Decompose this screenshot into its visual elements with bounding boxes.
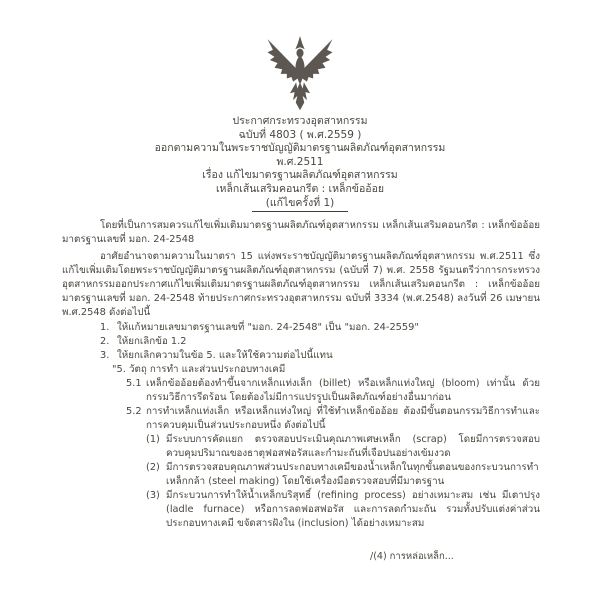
list-item (62, 335, 540, 349)
preamble-paragraph: โดยที่เป็นการสมควรแก้ไขเพิ่มเติมมาตรฐานผลิตภัณฑ์อุตสาหกรรม เหล็กเส้นเสริมคอนกรีต : เหล็กข้ออ้อย มาตรฐานเลขที่ มอก. 24-2548 (62, 220, 540, 245)
list-item-number: 3. (100, 350, 110, 361)
process-item-number: (3) (146, 490, 160, 501)
header-divider-rule (252, 211, 348, 212)
authority-paragraph: อาศัยอำนาจตามความในมาตรา 15 แห่งพระราชบัญญัติมาตรฐานผลิตภัณฑ์อุตสาหกรรม พ.ศ.2511 ซึ่งแก้ไขเพิ่มเติมโดยพระราชบัญญัติมาตรฐานผลิตภัณฑ์อุตสาหกรรม (ฉบับที่ 7) พ.ศ. 2558 รัฐมนตรีว่าการกระทรวงอุตสาหกรรมออกประกาศแก้ไขเพิ่มเติมมาตรฐานผลิตภัณฑ์อุตสาหกรรม เหล็กเส้นเสริมคอนกรีต : เหล็กข้ออ้อย มาตรฐานเลขที่ มอก. 24-2548 ท้ายประกาศกระทรวงอุตสาหกรรม ฉบับที่ 3334 (พ.ศ.2548) ลงวันที่ 26 เมษายน พ.ศ.2548 ดังต่อไปนี้ (62, 251, 540, 318)
process-item-text: มีระบบการคัดแยก ตรวจสอบประเมินคุณภาพเศษเหล็ก (scrap) โดยมีการตรวจสอบควบคุมปริมาณของธาตุฟอสฟอรัสและกำมะถันที่เจือปนอย่างเข้มงวด (166, 434, 540, 459)
header-ministry-title: ประกาศกระทรวงอุตสาหกรรม (232, 115, 368, 127)
process-item (62, 489, 540, 531)
process-item-number: (1) (146, 434, 160, 445)
document-body (62, 219, 540, 531)
process-item (62, 433, 540, 461)
sub-item-text: เหล็กข้ออ้อยต้องทำขึ้นจากเหล็กแท่งเล็ก (billet) หรือเหล็กแท่งใหญ่ (bloom) เท่านั้น ด้วยกรรมวิธีการรีดร้อน โดยต้องไม่มีการแปรรูปเป็นผลิตภัณฑ์อย่างอื่นมาก่อน (146, 378, 540, 403)
list-item (62, 321, 540, 335)
page-continuation-note: /(4) การหล่อเหล็ก... (370, 551, 454, 562)
list-item-text: ให้ยกเลิกข้อ 1.2 (117, 336, 187, 347)
amendment-list (62, 321, 540, 531)
list-item (62, 349, 540, 363)
clause5-title: "5. วัตถุ การทำ และส่วนประกอบทางเคมี (112, 364, 286, 375)
header-standard-name: เหล็กเส้นเสริมคอนกรีต : เหล็กข้ออ้อย (215, 182, 385, 195)
process-item-text: มีการตรวจสอบคุณภาพส่วนประกอบทางเคมีของน้ำเหล็กในทุกขั้นตอนของกระบวนการทำเหล็กกล้า (steel making) โดยใช้เครื่องมือตรวจสอบที่มีมาตรฐาน (166, 462, 539, 487)
sub-item-number: 5.1 (126, 378, 142, 389)
clause5-sub-item (62, 377, 540, 405)
list-item-number: 2. (100, 336, 110, 347)
process-item-number: (2) (146, 462, 160, 473)
header-act-reference: ออกตามความในพระราชบัญญัติมาตรฐานผลิตภัณฑ์อุตสาหกรรม (154, 142, 446, 155)
list-item-text: ให้ยกเลิกความในข้อ 5. และให้ใช้ความต่อไปนี้แทน (117, 350, 333, 361)
sub-item-number: 5.2 (126, 406, 142, 417)
clause5-sub-item (62, 405, 540, 433)
process-item (62, 461, 540, 489)
sub-item-text: การทำเหล็กแท่งเล็ก หรือเหล็กแท่งใหญ่ ที่ใช้ทำเหล็กข้ออ้อย ต้องมีขั้นตอนกรรมวิธีการทำและการควบคุมเป็นส่วนประกอบหนึ่ง ดังต่อไปนี้ (146, 406, 540, 431)
document-header (0, 115, 600, 210)
header-act-year: พ.ศ.2511 (276, 155, 324, 168)
header-amendment-no: (แก้ไขครั้งที่ 1) (265, 196, 335, 209)
header-subject: เรื่อง แก้ไขมาตรฐานผลิตภัณฑ์อุตสาหกรรม (202, 169, 398, 182)
garuda-emblem-icon (261, 36, 339, 122)
header-issue-number: ฉบับที่ 4803 ( พ.ศ.2559 ) (238, 128, 362, 141)
list-item-number: 1. (100, 322, 110, 333)
process-item-text: มีกระบวนการทำให้น้ำเหล็กบริสุทธิ์ (refining process) อย่างเหมาะสม เช่น มีเตาปรุง (ladle furnace) หรือการลดฟอสฟอรัส และการลดกำมะถัน รวมทั้งปรับแต่งค่าส่วนประกอบทางเคมี ขจัดสารฝังใน (inclusion) ได้อย่างเหมาะสม (166, 490, 540, 529)
list-item-text: ให้แก้หมายเลขมาตรฐานเลขที่ "มอก. 24-2548" เป็น "มอก. 24-2559" (117, 322, 419, 333)
